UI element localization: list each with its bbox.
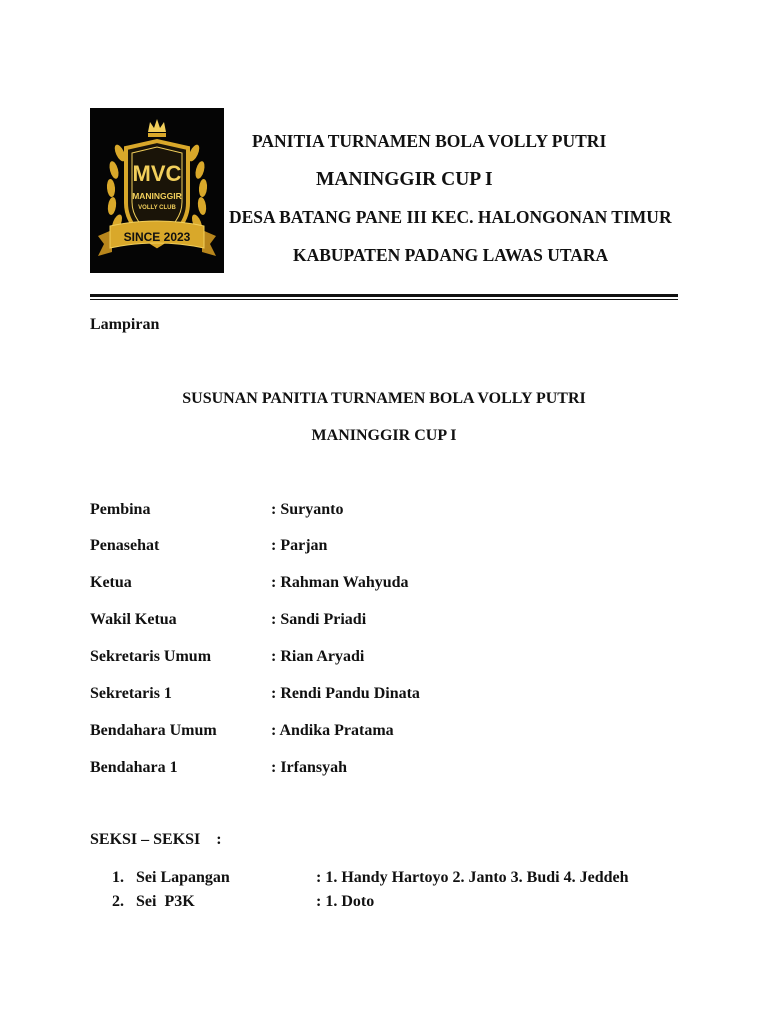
committee-role: Bendahara 1 [90, 759, 178, 776]
seksi-item-members: : 1. Handy Hartoyo 2. Janto 3. Budi 4. Jeddeh [316, 869, 629, 886]
committee-role: Ketua [90, 574, 132, 591]
seksi-item [112, 894, 712, 914]
logo-emblem-icon [90, 108, 224, 273]
committee-name: : Rendi Pandu Dinata [271, 685, 420, 702]
committee-name: : Parjan [271, 537, 328, 554]
seksi-item-number: 1. [112, 869, 124, 886]
committee-role: Pembina [90, 501, 151, 518]
header-line-2: MANINGGIR CUP I [316, 169, 493, 190]
committee-row [90, 538, 690, 558]
header-divider-thin [90, 299, 678, 300]
committee-role: Penasehat [90, 537, 160, 554]
seksi-item-members: : 1. Doto [316, 893, 375, 910]
logo-club-line2: VOLLY CLUB [138, 205, 176, 211]
seksi-item-name: Sei Lapangan [136, 869, 230, 886]
seksi-item [112, 870, 712, 890]
committee-role: Bendahara Umum [90, 722, 217, 739]
committee-name: : Sandi Priadi [271, 611, 367, 628]
committee-row [90, 502, 690, 522]
header-line-3: DESA BATANG PANE III KEC. HALONGONAN TIMUR [229, 207, 672, 227]
document-title-line-1: SUSUNAN PANITIA TURNAMEN BOLA VOLLY PUTRI [182, 390, 586, 407]
club-logo [90, 108, 224, 273]
seksi-item-number: 2. [112, 893, 124, 910]
committee-name: : Rahman Wahyuda [271, 574, 409, 591]
logo-since-text: SINCE 2023 [123, 230, 191, 244]
committee-name: : Andika Pratama [271, 722, 394, 739]
logo-club-line1: MANINGGIR [132, 191, 182, 201]
document-title-line-2: MANINGGIR CUP I [311, 427, 457, 444]
lampiran-label: Lampiran [90, 316, 160, 333]
committee-row [90, 612, 690, 632]
header-line-1: PANITIA TURNAMEN BOLA VOLLY PUTRI [252, 131, 607, 151]
committee-role: Wakil Ketua [90, 611, 177, 628]
logo-mvc-text: MVC [132, 161, 182, 186]
committee-row [90, 686, 690, 706]
committee-row [90, 575, 690, 595]
committee-role: Sekretaris Umum [90, 648, 212, 665]
committee-row [90, 649, 690, 669]
header-divider-thick [90, 294, 678, 297]
committee-name: : Suryanto [271, 501, 344, 518]
committee-name: : Rian Aryadi [271, 648, 365, 665]
committee-name: : Irfansyah [271, 759, 348, 776]
committee-role: Sekretaris 1 [90, 685, 172, 702]
committee-row [90, 760, 690, 780]
header-line-4: KABUPATEN PADANG LAWAS UTARA [293, 245, 609, 265]
seksi-item-name: Sei P3K [136, 893, 195, 910]
committee-row [90, 723, 690, 743]
seksi-heading: SEKSI – SEKSI : [90, 831, 222, 848]
